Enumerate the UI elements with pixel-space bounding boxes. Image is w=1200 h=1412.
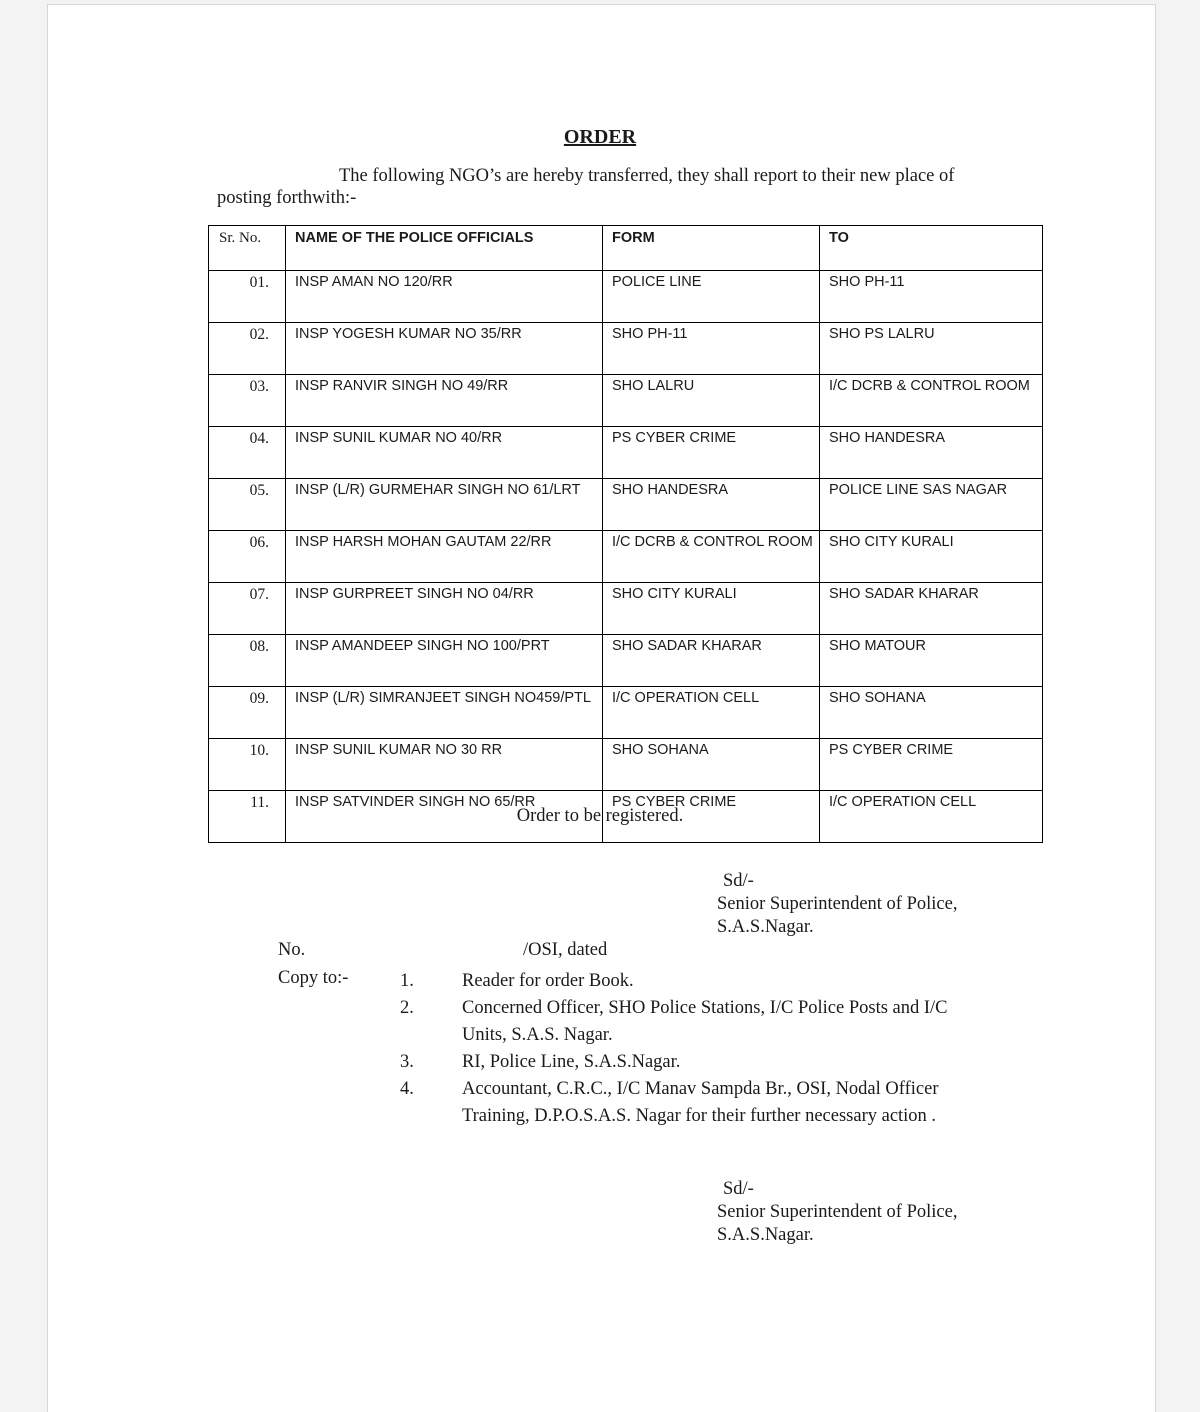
table-row [209,479,1043,531]
table-row [209,375,1043,427]
reference-osi: /OSI, dated [523,940,608,960]
intro-paragraph [217,165,987,209]
header-form: FORM [603,226,820,271]
cell-sr-no: 02. [209,323,286,375]
table-row [209,635,1043,687]
table-header-row [209,226,1043,271]
cell-form: SHO SADAR KHARAR [603,635,820,687]
list-item-text: Concerned Officer, SHO Police Stations, I/C Police Posts and I/C Units, S.A.S. Nagar. [462,998,948,1045]
cell-to: SHO MATOUR [820,635,1043,687]
signature-block-2 [717,1178,957,1247]
list-item-number: 3. [400,1052,414,1072]
table-row [209,427,1043,479]
cell-name: INSP AMANDEEP SINGH NO 100/PRT [286,635,603,687]
cell-to: PS CYBER CRIME [820,739,1043,791]
reference-no: No. [278,940,306,960]
cell-name: INSP YOGESH KUMAR NO 35/RR [286,323,603,375]
cell-name: INSP SATVINDER SINGH NO 65/RR [286,791,603,843]
cell-to: SHO CITY KURALI [820,531,1043,583]
header-sr-no: Sr. No. [209,226,286,271]
list-item-number: 2. [400,998,414,1018]
reference-line [278,940,608,961]
signature-designation: Senior Superintendent of Police, [717,894,958,914]
transfer-table [208,225,1043,843]
cell-form: SHO LALRU [603,375,820,427]
signature-block [717,870,957,939]
signature-sd: Sd/- [723,871,754,891]
cell-sr-no: 07. [209,583,286,635]
copy-to-label: Copy to:- [278,968,349,988]
signature-sd: Sd/- [723,1179,754,1199]
cell-sr-no: 09. [209,687,286,739]
signature-place: S.A.S.Nagar. [717,917,814,937]
cell-name: INSP AMAN NO 120/RR [286,271,603,323]
list-item [400,1076,960,1130]
cell-form: PS CYBER CRIME [603,427,820,479]
cell-form: SHO HANDESRA [603,479,820,531]
list-item-number: 1. [400,971,414,991]
order-title: ORDER [563,126,637,148]
table-row [209,323,1043,375]
cell-form: SHO CITY KURALI [603,583,820,635]
cell-name: INSP HARSH MOHAN GAUTAM 22/RR [286,531,603,583]
cell-form: POLICE LINE [603,271,820,323]
cell-name: INSP (L/R) GURMEHAR SINGH NO 61/LRT [286,479,603,531]
register-note: Order to be registered. [516,806,684,826]
cell-form: SHO SOHANA [603,739,820,791]
cell-to: POLICE LINE SAS NAGAR [820,479,1043,531]
cell-form: PS CYBER CRIME [603,791,820,843]
table-row [209,583,1043,635]
cell-sr-no: 08. [209,635,286,687]
list-item-text: Accountant, C.R.C., I/C Manav Sampda Br., OSI, Nodal Officer Training, D.P.O.S.A.S. Nagar for their further necessary action . [462,1079,939,1126]
cell-to: SHO PH-11 [820,271,1043,323]
cell-sr-no: 04. [209,427,286,479]
signature-designation: Senior Superintendent of Police, [717,1202,958,1222]
cell-to: SHO PS LALRU [820,323,1043,375]
table-row [209,739,1043,791]
list-item-number: 4. [400,1079,414,1099]
cell-sr-no: 01. [209,271,286,323]
cell-name: INSP (L/R) SIMRANJEET SINGH NO459/PTL [286,687,603,739]
cell-name: INSP SUNIL KUMAR NO 40/RR [286,427,603,479]
signature-place: S.A.S.Nagar. [717,1225,814,1245]
cell-to: SHO HANDESRA [820,427,1043,479]
cell-name: INSP GURPREET SINGH NO 04/RR [286,583,603,635]
intro-text: The following NGO’s are hereby transferred, they shall report to their new place of posting forthwith:- [217,166,955,208]
cell-to: SHO SOHANA [820,687,1043,739]
table-row [209,687,1043,739]
cell-name: INSP RANVIR SINGH NO 49/RR [286,375,603,427]
cell-sr-no: 05. [209,479,286,531]
cell-sr-no: 06. [209,531,286,583]
list-item-text: Reader for order Book. [462,971,634,991]
header-to: TO [820,226,1043,271]
header-name: NAME OF THE POLICE OFFICIALS [286,226,603,271]
copy-to-list [400,968,960,1130]
cell-sr-no: 11. [209,791,286,843]
list-item [400,995,960,1049]
cell-form: SHO PH-11 [603,323,820,375]
table-row [209,531,1043,583]
cell-sr-no: 03. [209,375,286,427]
cell-form: I/C DCRB & CONTROL ROOM [603,531,820,583]
list-item [400,1049,960,1076]
cell-name: INSP SUNIL KUMAR NO 30 RR [286,739,603,791]
cell-sr-no: 10. [209,739,286,791]
list-item [400,968,960,995]
cell-to: I/C OPERATION CELL [820,791,1043,843]
table-row [209,271,1043,323]
list-item-text: RI, Police Line, S.A.S.Nagar. [462,1052,681,1072]
cell-form: I/C OPERATION CELL [603,687,820,739]
cell-to: SHO SADAR KHARAR [820,583,1043,635]
cell-to: I/C DCRB & CONTROL ROOM [820,375,1043,427]
